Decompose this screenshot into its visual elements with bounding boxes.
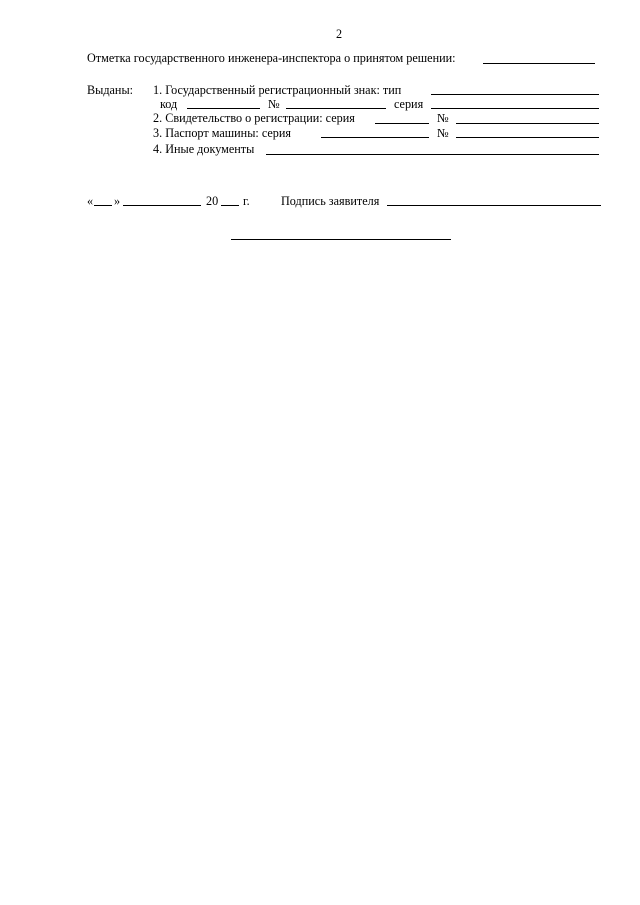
item1-label: 1. Государственный регистрационный знак: тип <box>153 83 402 97</box>
plate-series-label: серия <box>394 97 424 111</box>
year-suffix: г. <box>243 194 250 208</box>
plate-number-label: № <box>268 97 280 111</box>
item3-label: 3. Паспорт машины: серия <box>153 126 292 140</box>
year-prefix: 20 <box>206 194 219 208</box>
other-documents-field[interactable] <box>266 154 599 155</box>
year-field[interactable] <box>221 205 239 206</box>
item2-label: 2. Свидетельство о регистрации: серия <box>153 111 355 125</box>
inspector-mark-label: Отметка государственного инженера-инспектора о принятом решении: <box>87 51 456 65</box>
signature-field[interactable] <box>387 205 601 206</box>
certificate-number-field[interactable] <box>456 123 599 124</box>
closing-rule <box>231 239 451 240</box>
passport-series-field[interactable] <box>321 137 429 138</box>
certificate-series-field[interactable] <box>375 123 429 124</box>
signature-label: Подпись заявителя <box>281 194 380 208</box>
day-field[interactable] <box>94 205 112 206</box>
date-open-quote: « <box>87 194 94 208</box>
date-close-quote: » <box>114 194 121 208</box>
issued-label: Выданы: <box>87 83 134 97</box>
plate-type-field[interactable] <box>431 94 599 95</box>
month-field[interactable] <box>123 205 201 206</box>
item4-label: 4. Иные документы <box>153 142 255 156</box>
code-label: код <box>160 97 178 111</box>
plate-number-field[interactable] <box>286 108 386 109</box>
plate-series-field[interactable] <box>431 108 599 109</box>
inspector-mark-field[interactable] <box>483 63 595 64</box>
code-field[interactable] <box>187 108 260 109</box>
page-number: 2 <box>336 27 343 41</box>
certificate-number-label: № <box>437 111 449 125</box>
passport-number-label: № <box>437 126 449 140</box>
passport-number-field[interactable] <box>456 137 599 138</box>
